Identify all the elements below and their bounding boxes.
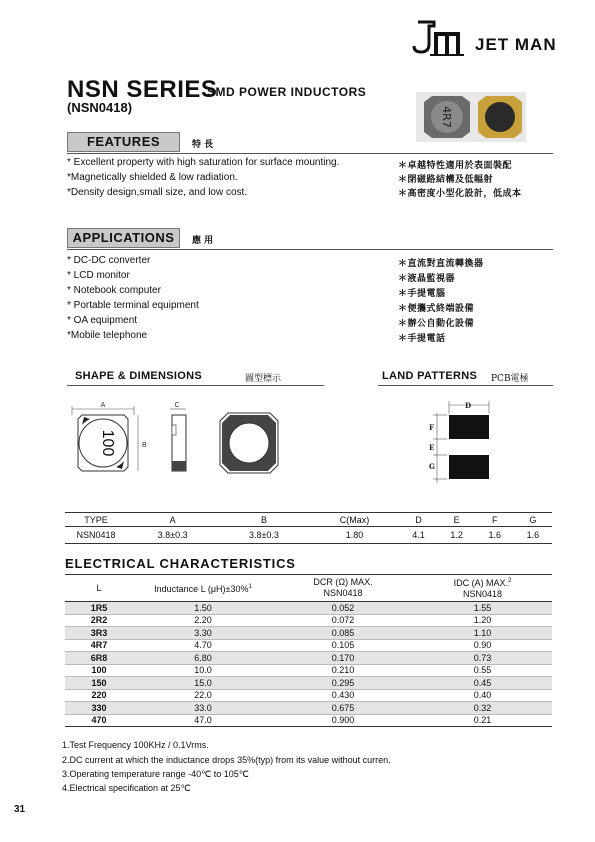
feature-item-cn: ＊卓越特性適用於表面裝配	[398, 161, 513, 171]
table-cell: 1.2	[438, 527, 476, 544]
application-item-cn: ＊便攜式終端設備	[398, 304, 475, 314]
table-row	[65, 664, 552, 677]
series-subtitle: SMD POWER INDUCTORS	[207, 85, 367, 99]
table-row	[65, 627, 552, 640]
table-row	[65, 602, 552, 615]
application-item-cn: ＊手提電話	[398, 334, 446, 344]
land-heading-cn: PCB電極	[491, 374, 529, 384]
applications-heading-cn: 應 用	[192, 236, 214, 246]
table-row	[65, 714, 552, 727]
table-cell: 1.80	[310, 527, 400, 544]
application-item-cn: ＊直流對直流轉換器	[398, 259, 484, 269]
footnote: 3.Operating temperature range -40℃ to 105℃	[62, 769, 249, 779]
dim-label-b: B	[142, 442, 147, 449]
table-cell: 3.30	[133, 627, 273, 640]
table-cell: 220	[65, 689, 133, 702]
table-cell: 0.675	[273, 702, 413, 715]
table-row	[65, 527, 552, 544]
table-cell: 3.8±0.3	[218, 527, 309, 544]
shape-rule	[67, 385, 324, 386]
table-cell: 0.105	[273, 639, 413, 652]
table-cell: 15.0	[133, 677, 273, 690]
table-row	[65, 702, 552, 715]
land-rule	[378, 385, 553, 386]
column-header-dcr: DCR (Ω) MAX. NSN0418	[273, 575, 413, 602]
feature-item: *Density design,small size, and low cost.	[67, 187, 248, 198]
table-cell: 330	[65, 702, 133, 715]
application-item: * OA equipment	[67, 315, 138, 326]
table-cell: 4R7	[65, 639, 133, 652]
application-item-cn: ＊液晶監視器	[398, 274, 456, 284]
brand-name: JET MAN	[475, 35, 557, 54]
shape-heading: SHAPE & DIMENSIONS	[75, 370, 203, 382]
application-item: * Notebook computer	[67, 285, 161, 296]
table-cell: 1.20	[413, 614, 552, 627]
table-cell: 0.90	[413, 639, 552, 652]
land-pattern-drawing	[425, 395, 525, 490]
table-cell: 1.6	[476, 527, 514, 544]
table-cell: 4.1	[399, 527, 437, 544]
application-item: * DC-DC converter	[67, 255, 151, 266]
table-cell: 1R5	[65, 602, 133, 615]
table-cell: 0.900	[273, 714, 413, 727]
table-cell: 0.40	[413, 689, 552, 702]
photo-marking: 4R7	[440, 106, 453, 128]
electrical-heading: ELECTRICAL CHARACTERISTICS	[65, 556, 296, 571]
table-cell: 150	[65, 677, 133, 690]
footnote: 4.Electrical specification at 25℃	[62, 783, 191, 793]
column-header: TYPE	[65, 513, 127, 527]
table-cell: 2R2	[65, 614, 133, 627]
table-cell: 0.73	[413, 652, 552, 665]
column-header-idc: IDC (A) MAX.$^2$ NSN0418	[413, 575, 552, 602]
page-number: 31	[14, 804, 26, 815]
applications-heading: APPLICATIONS	[67, 228, 180, 248]
application-item-cn: ＊手提電腦	[398, 289, 446, 299]
table-cell: 0.430	[273, 689, 413, 702]
table-cell: 0.295	[273, 677, 413, 690]
column-header: D	[399, 513, 437, 527]
dimension-table-header	[65, 513, 552, 527]
table-cell: 0.170	[273, 652, 413, 665]
dim-label-d: D	[465, 401, 472, 410]
table-row	[65, 652, 552, 665]
table-cell: NSN0418	[65, 527, 127, 544]
table-row	[65, 614, 552, 627]
feature-item: * Excellent property with high saturation for surface mounting.	[67, 157, 340, 168]
applications-rule	[67, 249, 553, 250]
electrical-table	[65, 574, 552, 727]
dim-label-f: F	[429, 423, 434, 432]
application-item: * LCD monitor	[67, 270, 130, 281]
column-header: C(Max)	[310, 513, 400, 527]
feature-item-cn: ＊閉磁路結構及低幅射	[398, 175, 494, 185]
footnote: 2.DC current at which the inductance drops 35%(typ) from its value without curren.	[62, 755, 391, 765]
table-cell: 33.0	[133, 702, 273, 715]
table-cell: 10.0	[133, 664, 273, 677]
table-cell: 0.210	[273, 664, 413, 677]
table-cell: 470	[65, 714, 133, 727]
shape-drawing	[62, 395, 312, 490]
application-item: * Portable terminal equipment	[67, 300, 199, 311]
column-header-l: L	[65, 575, 133, 602]
table-cell: 22.0	[133, 689, 273, 702]
feature-item-cn: ＊高密度小型化設計，低成本	[398, 189, 522, 199]
table-cell: 3R3	[65, 627, 133, 640]
column-header: B	[218, 513, 309, 527]
column-header: E	[438, 513, 476, 527]
product-photo	[416, 92, 526, 142]
table-cell: 6R8	[65, 652, 133, 665]
table-cell: 2.20	[133, 614, 273, 627]
table-cell: 0.32	[413, 702, 552, 715]
table-cell: 0.052	[273, 602, 413, 615]
table-cell: 0.45	[413, 677, 552, 690]
table-cell: 1.55	[413, 602, 552, 615]
table-cell: 0.21	[413, 714, 552, 727]
feature-item: *Magnetically shielded & low radiation.	[67, 172, 238, 183]
jet-man-logo-icon	[410, 18, 468, 58]
application-item-cn: ＊辦公自動化設備	[398, 319, 475, 329]
table-cell: 1.10	[413, 627, 552, 640]
model-number: (NSN0418)	[67, 100, 133, 115]
features-rule	[67, 153, 553, 154]
dim-label-c: C	[174, 402, 180, 409]
dimension-table	[65, 512, 552, 544]
shape-marking: 100	[99, 429, 116, 457]
column-header: F	[476, 513, 514, 527]
table-row	[65, 639, 552, 652]
footnote: 1.Test Frequency 100KHz / 0.1Vrms.	[62, 740, 209, 750]
dim-label-e: E	[429, 443, 435, 452]
features-heading-cn: 特 長	[192, 140, 214, 150]
table-cell: 0.072	[273, 614, 413, 627]
application-item: *Mobile telephone	[67, 330, 148, 341]
table-cell: 1.6	[514, 527, 552, 544]
shape-heading-cn: 圖型標示	[245, 374, 282, 384]
table-cell: 3.8±0.3	[127, 527, 218, 544]
table-cell: 47.0	[133, 714, 273, 727]
dim-label-a: A	[100, 402, 106, 409]
table-cell: 0.55	[413, 664, 552, 677]
table-cell: 4.70	[133, 639, 273, 652]
table-cell: 6.80	[133, 652, 273, 665]
electrical-table-header	[65, 575, 552, 602]
table-cell: 0.085	[273, 627, 413, 640]
table-row	[65, 677, 552, 690]
table-cell: 1.50	[133, 602, 273, 615]
features-heading: FEATURES	[67, 132, 180, 152]
land-heading: LAND PATTERNS	[382, 370, 478, 382]
column-header: A	[127, 513, 218, 527]
series-title: NSN SERIES	[67, 76, 218, 103]
table-row	[65, 689, 552, 702]
dim-label-g: G	[429, 462, 435, 471]
column-header: G	[514, 513, 552, 527]
column-header-inductance: Inductance L (μH)±30%$^1$	[133, 575, 273, 602]
table-cell: 100	[65, 664, 133, 677]
